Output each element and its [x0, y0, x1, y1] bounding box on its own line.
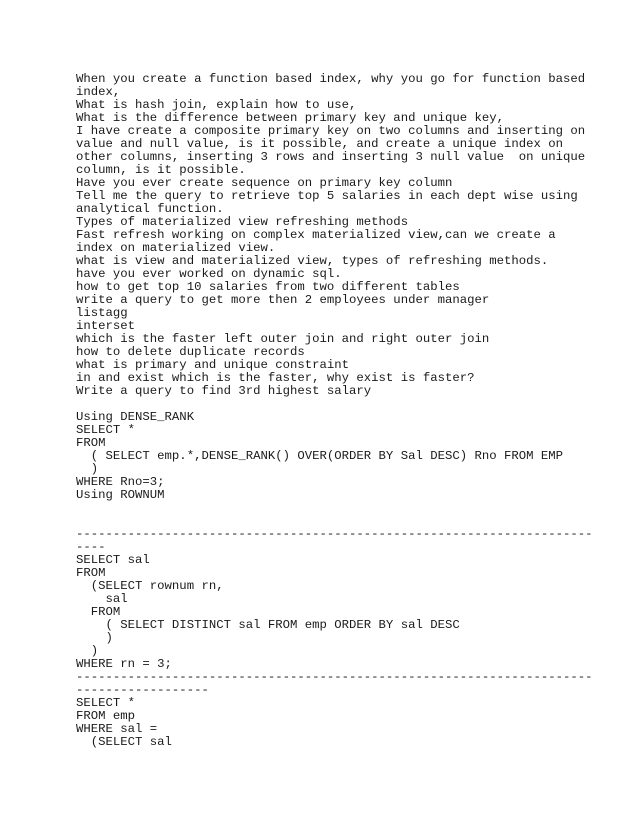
separator-line: ------------------	[76, 683, 209, 697]
code-line: sal	[76, 592, 128, 606]
document-text	[76, 72, 593, 749]
separator-line: ----	[76, 540, 106, 554]
text-line: which is the faster left outer join and right outer join	[76, 332, 490, 346]
code-line: )	[76, 462, 99, 476]
text-line: in and exist which is the faster, why exist is faster?	[76, 371, 475, 385]
separator-line: ----------------------------------------------------------------------	[76, 527, 593, 541]
text-line: Have you ever create sequence on primary key column	[76, 176, 453, 190]
text-line: I have create a composite primary key on two columns and inserting on	[76, 124, 586, 138]
separator-line: ----------------------------------------------------------------------	[76, 670, 593, 684]
text-line: Using DENSE_RANK	[76, 410, 195, 424]
code-line: WHERE Rno=3;	[76, 475, 165, 489]
blank-line	[76, 502, 566, 515]
text-line: other columns, inserting 3 rows and inserting 3 null value on unique	[76, 150, 586, 164]
code-line: ( SELECT DISTINCT sal FROM emp ORDER BY sal DESC	[76, 618, 460, 632]
code-line: FROM	[76, 566, 106, 580]
text-line: index,	[76, 85, 121, 99]
code-line: (SELECT sal	[76, 735, 172, 749]
text-line: Using ROWNUM	[76, 488, 165, 502]
text-line: Fast refresh working on complex materialized view,can we create a	[76, 228, 556, 242]
code-line: WHERE sal =	[76, 722, 158, 736]
text-line: index on materialized view.	[76, 241, 276, 255]
code-line: SELECT *	[76, 696, 136, 710]
text-line: how to delete duplicate records	[76, 345, 305, 359]
code-line: WHERE rn = 3;	[76, 657, 172, 671]
code-line: FROM	[76, 436, 106, 450]
code-line: SELECT sal	[76, 553, 150, 567]
text-line: write a query to get more then 2 employees under manager	[76, 293, 490, 307]
text-line: What is hash join, explain how to use,	[76, 98, 357, 112]
code-line: FROM emp	[76, 709, 136, 723]
text-line: have you ever worked on dynamic sql.	[76, 267, 342, 281]
text-line: interset	[76, 319, 136, 333]
text-line: analytical function.	[76, 202, 224, 216]
text-line: Tell me the query to retrieve top 5 salaries in each dept wise using	[76, 189, 578, 203]
text-line: When you create a function based index, why you go for function based	[76, 72, 586, 86]
code-line: )	[76, 644, 99, 658]
text-line: What is the difference between primary key and unique key,	[76, 111, 505, 125]
text-line: value and null value, is it possible, and create a unique index on	[76, 137, 564, 151]
code-line: ( SELECT emp.*,DENSE_RANK() OVER(ORDER BY Sal DESC) Rno FROM EMP	[76, 449, 564, 463]
text-line: what is view and materialized view, types of refreshing methods.	[76, 254, 549, 268]
text-line: column, is it possible.	[76, 163, 246, 177]
text-line: how to get top 10 salaries from two different tables	[76, 280, 460, 294]
code-line: SELECT *	[76, 423, 136, 437]
text-line: listagg	[76, 306, 128, 320]
code-line: )	[76, 631, 113, 645]
text-line: what is primary and unique constraint	[76, 358, 350, 372]
code-line: (SELECT rownum rn,	[76, 579, 224, 593]
text-line: Write a query to find 3rd highest salary	[76, 384, 372, 398]
text-line: Types of materialized view refreshing methods	[76, 215, 409, 229]
code-line: FROM	[76, 605, 121, 619]
